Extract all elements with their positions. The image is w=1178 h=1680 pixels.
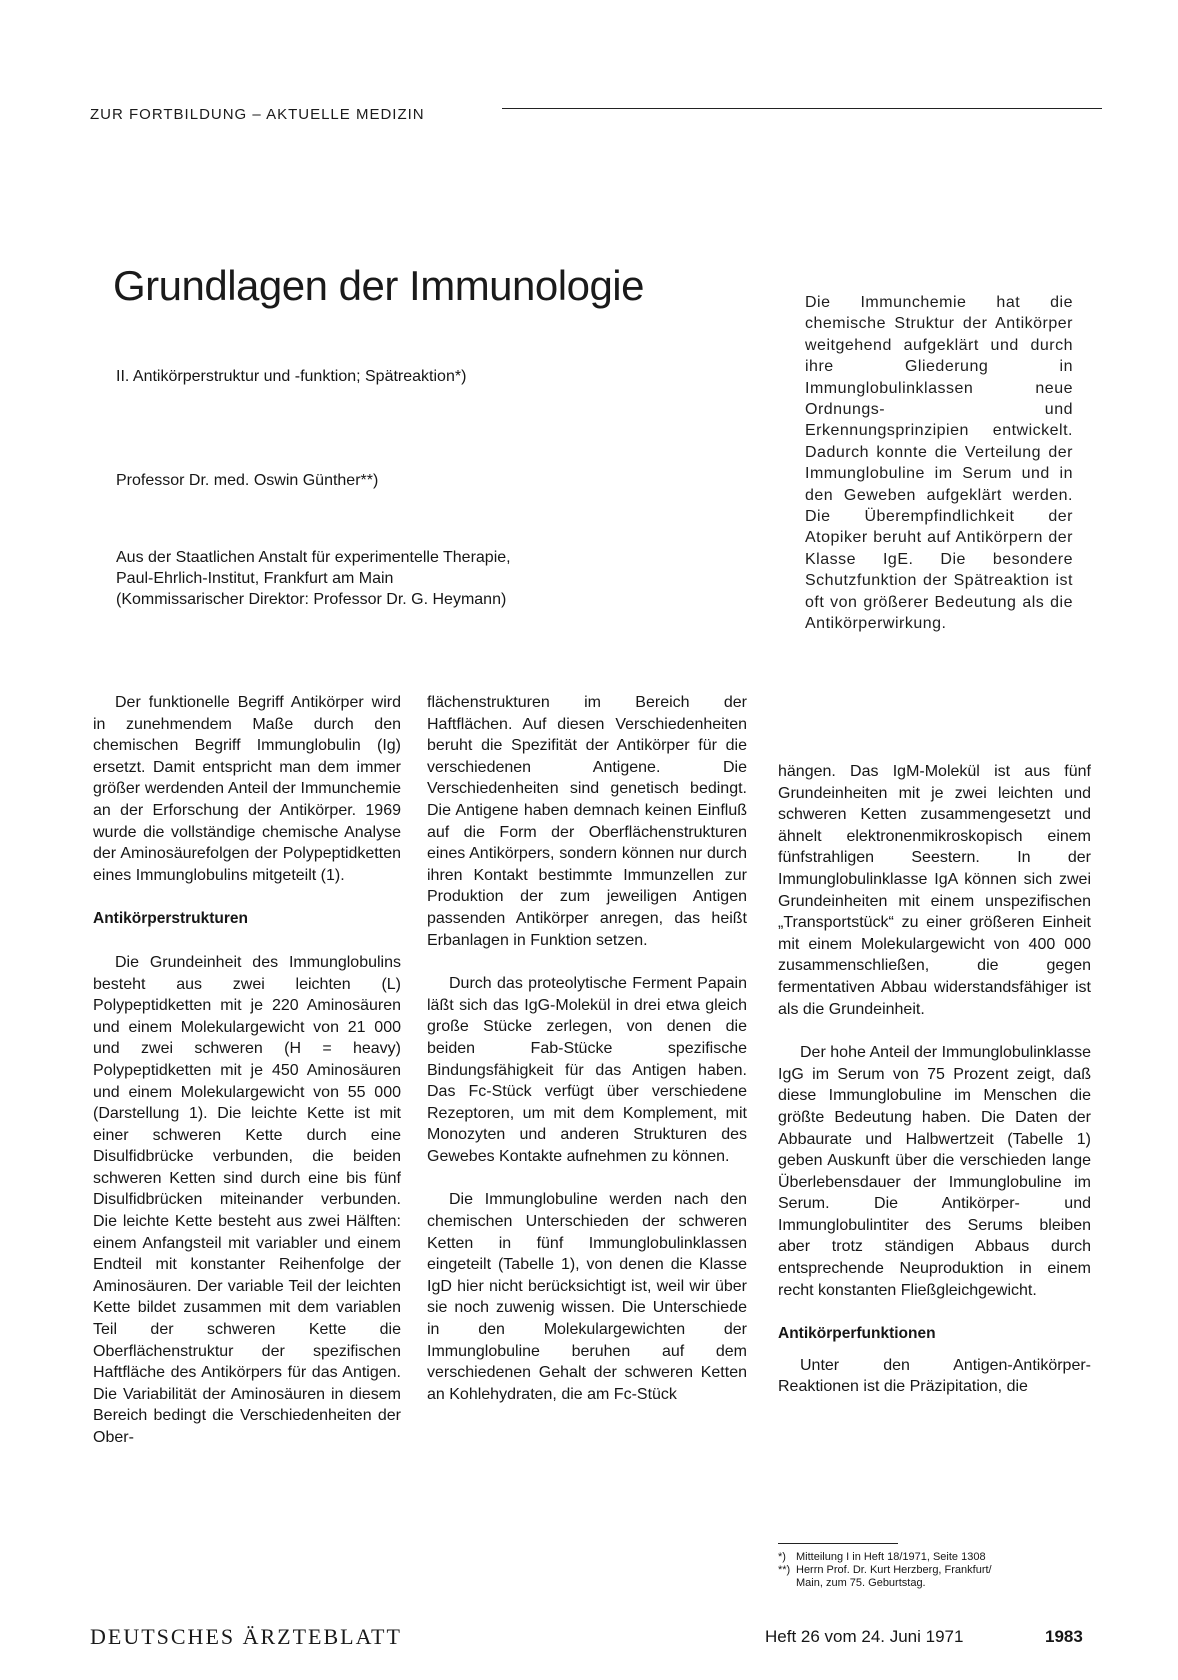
body-paragraph: Unter den Antigen-Antikörper-Reaktionen ist die Präzipitation, die xyxy=(778,1356,1091,1396)
footnote-mark: **) xyxy=(778,1564,791,1576)
footnote-mark: *) xyxy=(778,1551,786,1563)
body-paragraph: Der hohe Anteil der Immunglobulinklasse IgG im Serum von 75 Prozent zeigt, daß diese Immunglobuline im Menschen die größte Bedeutung haben. Die Daten der Abbaurate und Halbwertzeit (Tabelle 1) geben Auskunft über die verschieden lange Überlebensdauer der Immunglobuline im Serum. Die Antikörper- und Immunglobulintiter des Serums bleiben aber trotz ständigen Abbaus durch entsprechende Neuproduktion in einem recht konstanten Fließgleichgewicht. xyxy=(778,1044,1091,1299)
footnote-1 xyxy=(778,1551,1088,1564)
author-affiliation xyxy=(116,547,511,610)
header-rule xyxy=(502,108,1102,109)
footnote-rule xyxy=(778,1543,898,1544)
page-number: 1983 xyxy=(1045,1627,1083,1646)
article-author: Professor Dr. med. Oswin Günther**) xyxy=(116,472,379,489)
body-paragraph: flächenstrukturen im Bereich der Haftflächen. Auf diesen Verschiedenheiten beruht die Spezifität der Antikörper für die verschiedenen Antigene. Die Verschiedenheiten sind genetisch bedingt. Die Antigene haben demnach keinen Einfluß auf die Form der Oberflächenstrukturen eines Antikörpers, sondern können nur durch ihren Kontakt bestimmte Immunzellen zur Produktion der zum jeweiligen Antigen passenden Antikörper anregen, das heißt Erbanlagen in Funktion setzen. xyxy=(427,694,747,949)
section-heading-structures: Antikörperstrukturen xyxy=(93,910,249,928)
article-title: Grundlagen der Immunologie xyxy=(113,262,644,309)
affiliation-line: Paul-Ehrlich-Institut, Frankfurt am Main xyxy=(116,570,394,587)
footnote-2 xyxy=(778,1564,1088,1577)
footnote-text: Mitteilung I in Heft 18/1971, Seite 1308 xyxy=(796,1551,986,1563)
journal-name: DEUTSCHES ÄRZTEBLATT xyxy=(90,1624,402,1649)
body-paragraph: Die Grundeinheit des Immunglobulins besteht aus zwei leichten (L) Polypeptidketten mit je 220 Aminosäuren und einem Molekulargewicht von 21 000 und zwei schweren (H = heavy) Polypeptidketten mit je 450 Aminosäuren und einem Molekulargewicht von 55 000 (Darstellung 1). Die leichte Kette ist mit einer schweren Kette durch eine Disulfidbrücke verbunden, die beiden schweren Ketten sind durch eine bis fünf Disulfidbrücken miteinander verbunden. Die leichte Kette besteht aus zwei Hälften: einem Anfangsteil mit variabler und einem Endteil mit konstanter Reihenfolge der Aminosäuren. Der variable Teil der leichten Kette bildet zusammen mit dem variablen Teil der schweren Kette die Oberflächenstruktur der spezifischen Haftfläche des Antikörpers für das Antigen. Die Variabilität der Aminosäuren in diesem Bereich bedingt die Verschiedenheiten der Ober- xyxy=(93,953,401,1446)
abstract xyxy=(805,292,1073,635)
section-heading-functions: Antikörperfunktionen xyxy=(778,1325,936,1343)
footnote-text: Herrn Prof. Dr. Kurt Herzberg, Frankfurt/ xyxy=(796,1564,992,1576)
body-column-2 xyxy=(427,692,747,1405)
body-paragraph: Die Immunglobuline werden nach den chemischen Unterschieden der schweren Ketten in fünf Immunglobulinklassen eingeteilt (Tabelle 1), von denen die Klasse IgD hier nicht berücksichtigt ist, weil wir über sie noch zuwenig wissen. Die Unterschiede in den Molekulargewichten der Immunglobuline beruhen auf dem verschiedenen Gehalt der schweren Ketten an Kohlehydraten, die am Fc-Stück xyxy=(427,1191,747,1403)
section-header: ZUR FORTBILDUNG – AKTUELLE MEDIZIN xyxy=(90,106,425,123)
body-paragraph: Durch das proteolytische Ferment Papain läßt sich das IgG-Molekül in drei etwa gleich große Stücke zerlegen, von denen die beiden Fab-Stücke spezifische Bindungsfähigkeit für das Antigen haben. Das Fc-Stück verfügt über verschiedene Rezeptoren, um mit dem Komplement, mit Monozyten und anderen Strukturen des Gewebes Kontakte aufnehmen zu können. xyxy=(427,975,747,1165)
abstract-text: Die Immunchemie hat die chemische Struktur der Antikörper weitgehend aufgeklärt und durch ihre Gliederung in Immunglobulinklassen neue Ordnungs- und Erkennungsprinzipien entwickelt. Dadurch konnte die Verteilung der Immunglobuline im Serum und in den Geweben aufgeklärt werden. Die Überempfindlichkeit der Atopiker beruht auf Antikörpern der Klasse IgE. Die besondere Schutzfunktion der Spätreaktion ist oft von größerer Bedeutung als die Antikörperwirkung. xyxy=(805,294,1073,633)
affiliation-line: Aus der Staatlichen Anstalt für experimentelle Therapie, xyxy=(116,549,511,566)
footnote-2-continued: Main, zum 75. Geburtstag. xyxy=(796,1577,926,1589)
affiliation-line: (Kommissarischer Direktor: Professor Dr. G. Heymann) xyxy=(116,591,507,608)
issue-info: Heft 26 vom 24. Juni 1971 xyxy=(765,1627,964,1646)
body-column-1 xyxy=(93,692,401,1449)
intro-paragraph: Der funktionelle Begriff Antikörper wird in zunehmendem Maße durch den chemischen Begriff Immunglobulin (Ig) ersetzt. Damit entspricht man dem immer größer werdenden Anteil der Immunchemie an der Erforschung der Antikörper. 1969 wurde die vollständige chemische Analyse der Aminosäurefolgen der Polypeptidketten eines Immunglobulins mitgeteilt (1). xyxy=(93,694,401,884)
body-paragraph: hängen. Das IgM-Molekül ist aus fünf Grundeinheiten mit je zwei leichten und schweren Ketten zusammengesetzt und ähnelt elektronenmikroskopisch einem fünfstrahligen Seestern. In der Immunglobulinklasse IgA können sich zwei Grundeinheiten mit einem unspezifischen „Transportstück“ zu einer größeren Einheit mit einem Molekulargewicht von 400 000 zusammenschließen, die gegen fermentativen Abbau widerstandsfähiger ist als die Grundeinheit. xyxy=(778,763,1091,1018)
body-column-3 xyxy=(778,761,1091,1398)
article-subtitle: II. Antikörperstruktur und -funktion; Spätreaktion*) xyxy=(116,368,467,385)
footnotes xyxy=(778,1551,1088,1590)
